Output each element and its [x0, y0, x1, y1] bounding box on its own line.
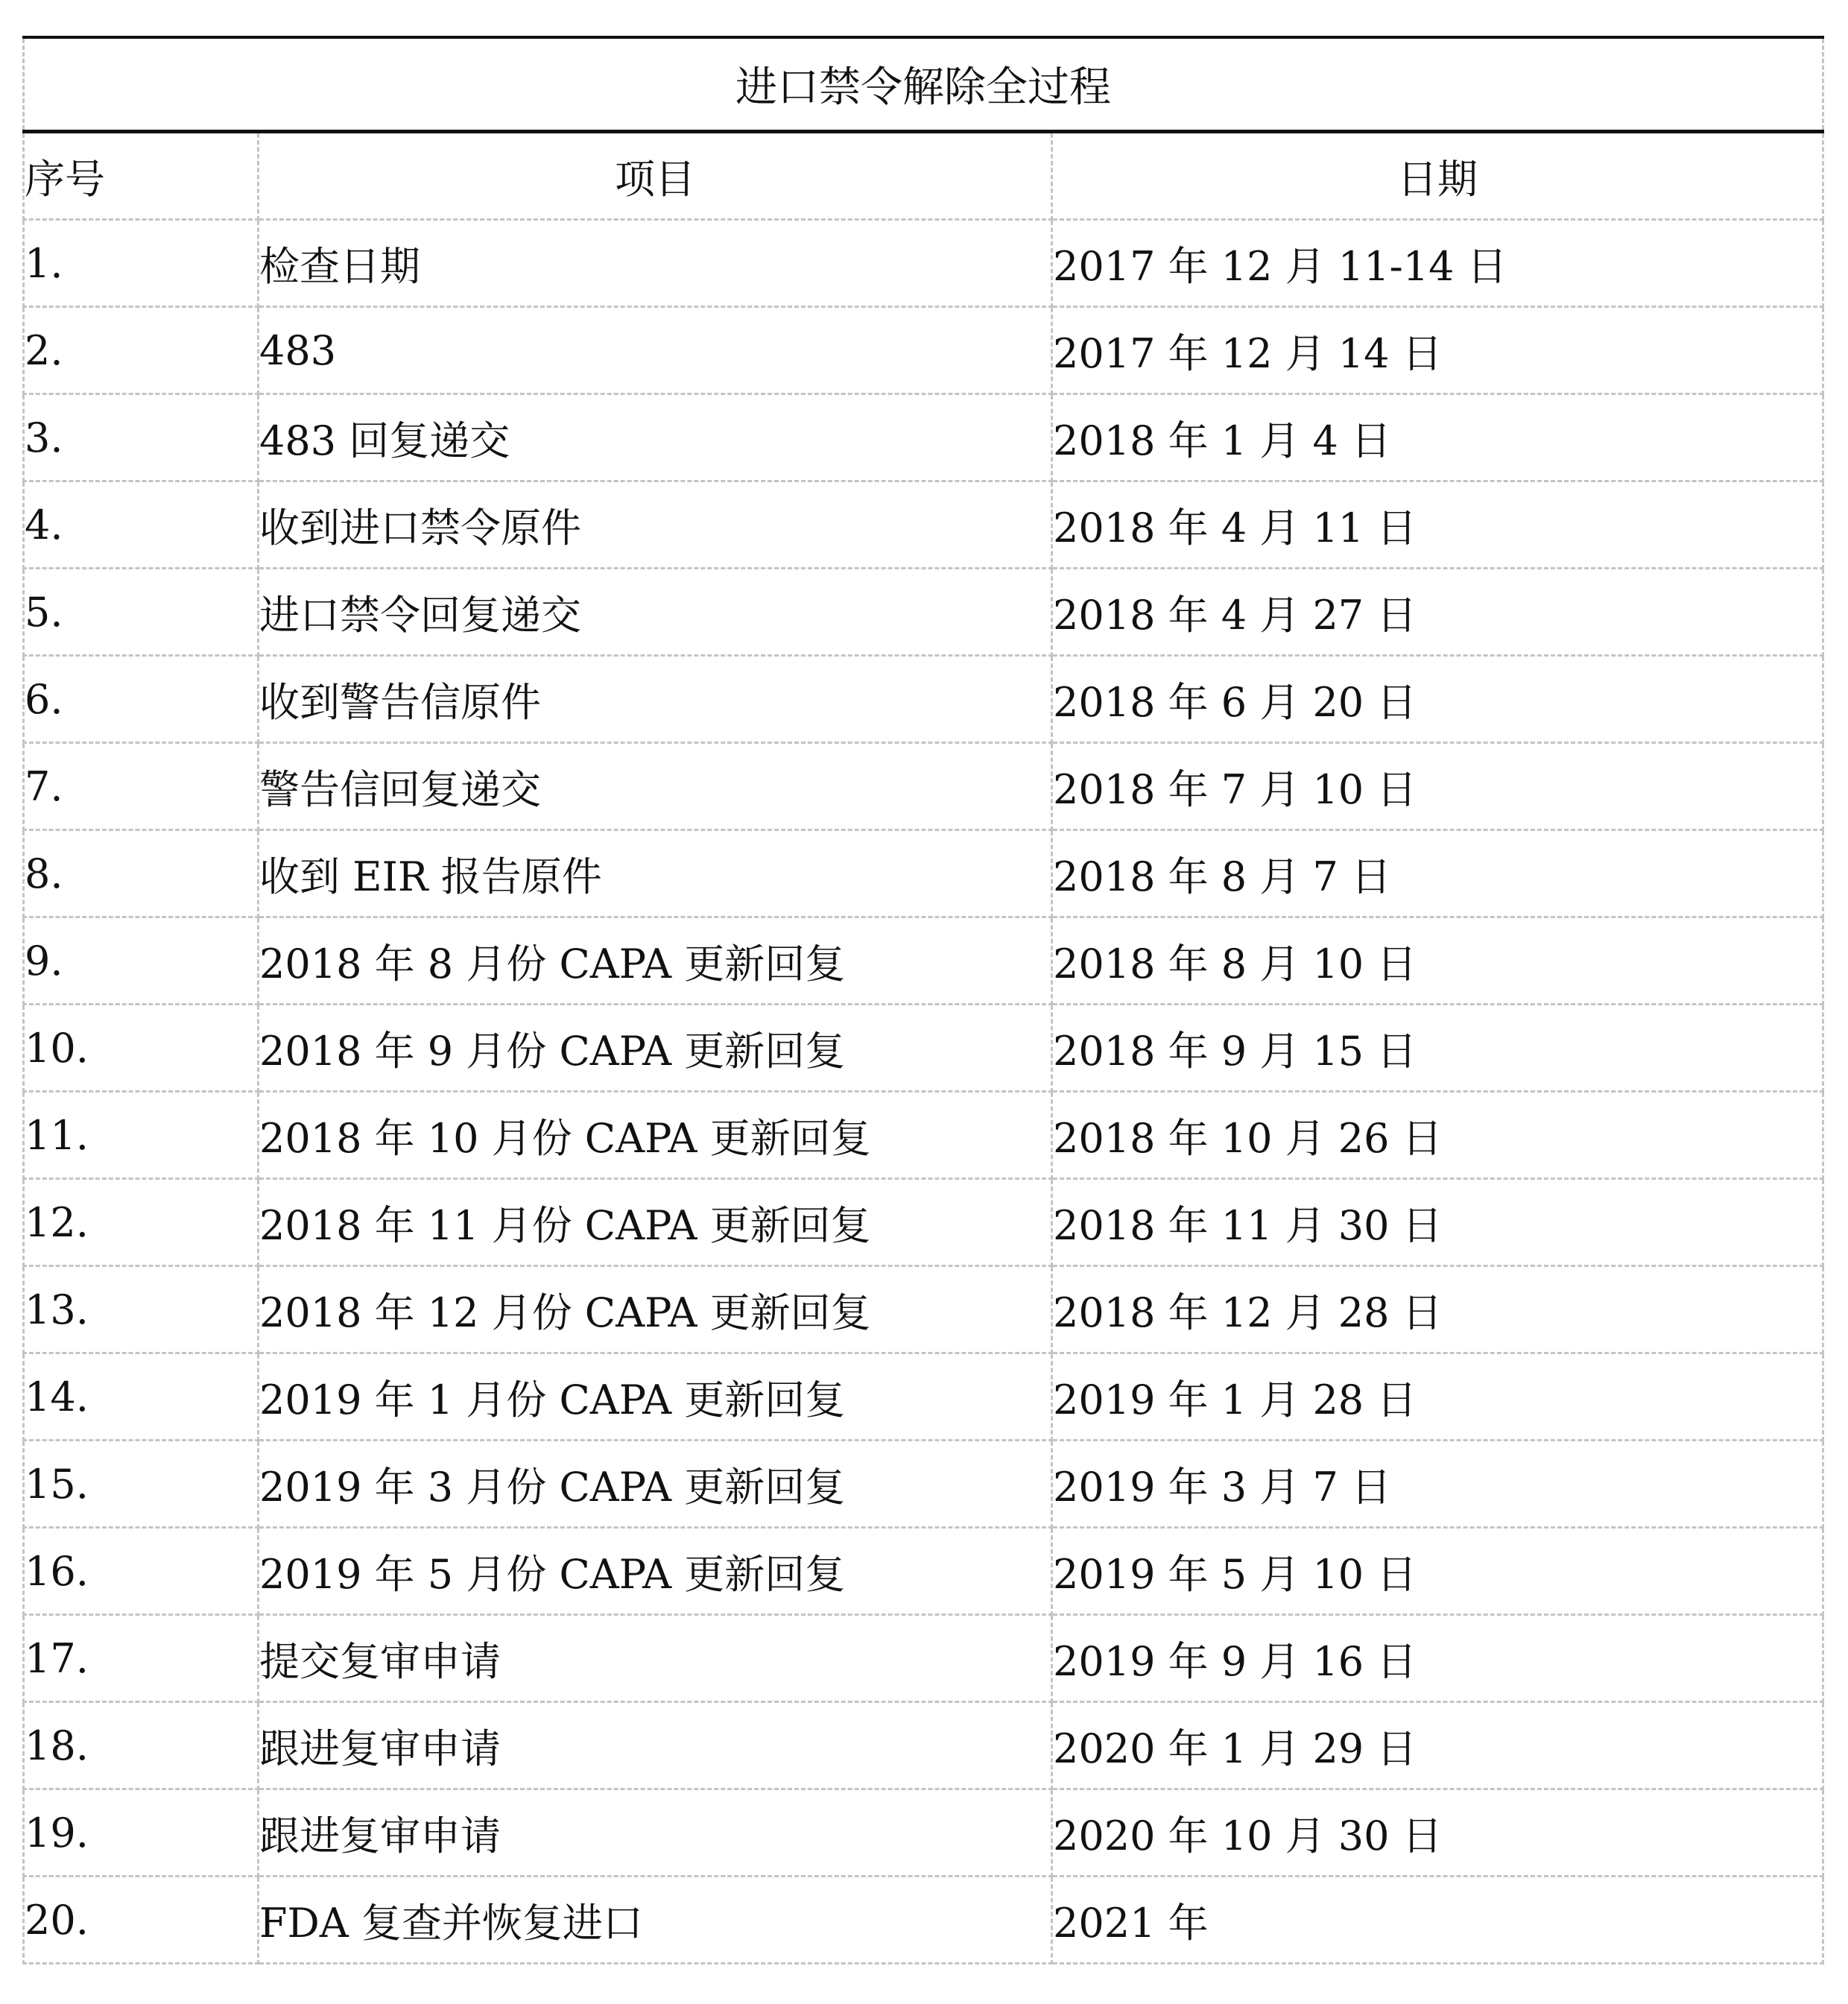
header-date: 日期 [1052, 132, 1823, 220]
row-date: 2018 年 4 月 11 日 [1052, 481, 1823, 569]
table-row [24, 917, 1823, 1005]
row-item: 2018 年 11 月份 CAPA 更新回复 [259, 1179, 1052, 1266]
row-seq: 14. [24, 1353, 259, 1441]
row-item: 2019 年 1 月份 CAPA 更新回复 [259, 1353, 1052, 1441]
row-item: 警告信回复递交 [259, 743, 1052, 830]
row-date: 2018 年 11 月 30 日 [1052, 1179, 1823, 1266]
table-row [24, 1353, 1823, 1441]
header-item: 项目 [259, 132, 1052, 220]
table-body [24, 220, 1823, 1964]
row-seq: 18. [24, 1702, 259, 1789]
table-row [24, 1266, 1823, 1353]
table-row [24, 1789, 1823, 1877]
row-date: 2018 年 1 月 4 日 [1052, 394, 1823, 481]
row-seq: 17. [24, 1615, 259, 1702]
row-item: 提交复审申请 [259, 1615, 1052, 1702]
row-date: 2019 年 5 月 10 日 [1052, 1528, 1823, 1615]
timeline-table [22, 36, 1824, 1965]
title-row [24, 37, 1823, 132]
row-seq: 4. [24, 481, 259, 569]
row-item: 跟进复审申请 [259, 1789, 1052, 1877]
row-item: 收到警告信原件 [259, 656, 1052, 743]
row-date: 2018 年 6 月 20 日 [1052, 656, 1823, 743]
row-date: 2018 年 12 月 28 日 [1052, 1266, 1823, 1353]
row-date: 2017 年 12 月 14 日 [1052, 307, 1823, 394]
row-item: 2019 年 3 月份 CAPA 更新回复 [259, 1441, 1052, 1528]
row-item: 2018 年 12 月份 CAPA 更新回复 [259, 1266, 1052, 1353]
row-seq: 2. [24, 307, 259, 394]
row-date: 2019 年 9 月 16 日 [1052, 1615, 1823, 1702]
header-seq: 序号 [24, 132, 259, 220]
row-date: 2017 年 12 月 11-14 日 [1052, 220, 1823, 307]
table-row [24, 1179, 1823, 1266]
row-date: 2018 年 4 月 27 日 [1052, 569, 1823, 656]
table-row [24, 220, 1823, 307]
row-date: 2018 年 7 月 10 日 [1052, 743, 1823, 830]
row-item: 2019 年 5 月份 CAPA 更新回复 [259, 1528, 1052, 1615]
row-date: 2018 年 9 月 15 日 [1052, 1005, 1823, 1092]
row-item: 检查日期 [259, 220, 1052, 307]
table-row [24, 1005, 1823, 1092]
row-item: 2018 年 8 月份 CAPA 更新回复 [259, 917, 1052, 1005]
table-row [24, 1615, 1823, 1702]
row-seq: 15. [24, 1441, 259, 1528]
row-item: 进口禁令回复递交 [259, 569, 1052, 656]
row-date: 2020 年 10 月 30 日 [1052, 1789, 1823, 1877]
row-date: 2018 年 8 月 10 日 [1052, 917, 1823, 1005]
row-item: 2018 年 9 月份 CAPA 更新回复 [259, 1005, 1052, 1092]
row-date: 2018 年 10 月 26 日 [1052, 1092, 1823, 1179]
table-row [24, 830, 1823, 917]
header-row [24, 132, 1823, 220]
row-item: 2018 年 10 月份 CAPA 更新回复 [259, 1092, 1052, 1179]
row-date: 2021 年 [1052, 1877, 1823, 1964]
row-seq: 16. [24, 1528, 259, 1615]
row-seq: 7. [24, 743, 259, 830]
row-seq: 6. [24, 656, 259, 743]
row-seq: 12. [24, 1179, 259, 1266]
table-row [24, 394, 1823, 481]
table-row [24, 743, 1823, 830]
row-seq: 8. [24, 830, 259, 917]
table-row [24, 1441, 1823, 1528]
row-seq: 10. [24, 1005, 259, 1092]
row-date: 2018 年 8 月 7 日 [1052, 830, 1823, 917]
row-seq: 11. [24, 1092, 259, 1179]
row-seq: 20. [24, 1877, 259, 1964]
row-seq: 13. [24, 1266, 259, 1353]
row-item: 483 [259, 307, 1052, 394]
table-row [24, 1702, 1823, 1789]
row-item: 收到进口禁令原件 [259, 481, 1052, 569]
row-item: 483 回复递交 [259, 394, 1052, 481]
table-row [24, 1877, 1823, 1964]
row-seq: 19. [24, 1789, 259, 1877]
row-date: 2019 年 1 月 28 日 [1052, 1353, 1823, 1441]
table-title: 进口禁令解除全过程 [24, 37, 1823, 132]
table-row [24, 1528, 1823, 1615]
table-row [24, 656, 1823, 743]
table-row [24, 481, 1823, 569]
table-row [24, 569, 1823, 656]
table-row [24, 1092, 1823, 1179]
row-item: 收到 EIR 报告原件 [259, 830, 1052, 917]
row-seq: 5. [24, 569, 259, 656]
row-item: FDA 复查并恢复进口 [259, 1877, 1052, 1964]
row-item: 跟进复审申请 [259, 1702, 1052, 1789]
row-date: 2019 年 3 月 7 日 [1052, 1441, 1823, 1528]
row-seq: 9. [24, 917, 259, 1005]
row-date: 2020 年 1 月 29 日 [1052, 1702, 1823, 1789]
table-row [24, 307, 1823, 394]
row-seq: 1. [24, 220, 259, 307]
row-seq: 3. [24, 394, 259, 481]
